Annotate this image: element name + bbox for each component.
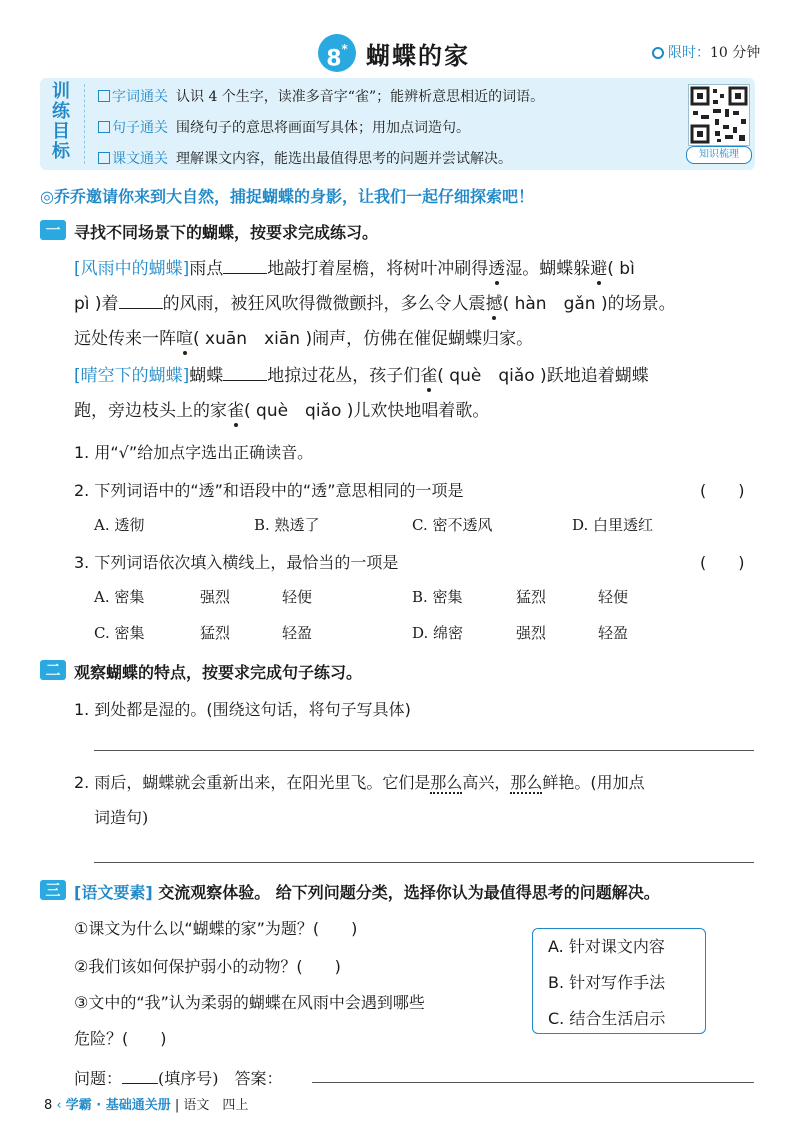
goal-text: 认识 4 个生字，读准多音字“雀”；能辨析意思相近的词语。 (176, 89, 545, 105)
dotted-char: 喧 (176, 329, 193, 349)
question-1: 1. 到处都是湿的。(围绕这句话，将句子写具体) (74, 700, 411, 719)
option-a[interactable]: A. 密集 (94, 588, 145, 606)
option-a-word: 强烈 (200, 588, 231, 606)
option-c-word: 猛烈 (200, 624, 231, 642)
option-d-word: 强烈 (516, 624, 547, 642)
section-title (74, 880, 660, 903)
text: 地掠过花丛，孩子们 (267, 366, 421, 386)
question-3-continued: 危险？( ) (74, 1029, 167, 1048)
page-number: 8 (44, 1098, 53, 1113)
dotted-char: 雀 (227, 401, 244, 421)
passage-line (74, 357, 649, 395)
dotted-char: 透 (488, 259, 506, 279)
intro-text: ◎乔乔邀请你来到大自然，捕捉蝴蝶的身影，让我们一起仔细探索吧！ (40, 187, 534, 206)
time-limit-label: 限时： (668, 45, 710, 61)
option-d-word: 轻盈 (598, 624, 629, 642)
goal-row-words (98, 86, 544, 106)
option-b-word: 轻便 (598, 588, 629, 606)
question-3: 3. 下列词语依次填入横线上，最恰当的一项是 (74, 553, 399, 572)
answer-line[interactable] (312, 1082, 754, 1083)
text: 鲜艳。(用加点 (542, 773, 645, 792)
section-title-text: 交流观察体验。 给下列问题分类，选择你认为最值得思考的问题解决。 (158, 883, 660, 902)
pinyin-choice[interactable]: ( xuān xiān )闹声，仿佛在催促蝴蝶归家。 (193, 329, 534, 349)
question-2 (74, 770, 645, 793)
section-number: 三 (40, 880, 66, 900)
question-1: 1. 用“√”给加点字选出正确读音。 (74, 443, 314, 462)
option-b[interactable]: B. 熟透了 (254, 516, 320, 534)
section-number: 一 (40, 220, 66, 240)
passage-tag: [风雨中的蝴蝶] (74, 259, 190, 279)
text: 的风雨，被狂风吹得微微颤抖，多么令人震 (162, 294, 486, 314)
pinyin-choice[interactable]: ( què qiǎo )跃地追着蝴蝶 (437, 366, 649, 386)
dotted-word: 那么 (510, 773, 543, 792)
time-limit (652, 42, 760, 62)
option-b[interactable]: B. 密集 (412, 588, 463, 606)
option-a[interactable]: A. 针对课文内容 (548, 937, 665, 956)
text: 远处传来一阵 (74, 329, 176, 349)
goals-divider (84, 84, 85, 164)
question-number-blank[interactable] (122, 1067, 158, 1084)
dotted-char: 避 (590, 259, 608, 279)
option-c-word: 轻盈 (282, 624, 313, 642)
option-a[interactable]: A. 透彻 (94, 516, 145, 534)
text: 高兴， (462, 773, 511, 792)
dotted-char: 撼 (485, 294, 503, 314)
option-b-word: 猛烈 (516, 588, 547, 606)
option-c[interactable]: C. 密不透风 (412, 516, 493, 534)
passage-tag: [晴空下的蝴蝶] (74, 366, 190, 386)
answer-row (74, 1066, 283, 1089)
dotted-word: 那么 (430, 773, 463, 792)
section-tag: [语文要素] (74, 883, 153, 902)
passage-line (74, 285, 676, 323)
text: 2. 雨后，蝴蝶就会重新出来，在阳光里飞。它们是 (74, 773, 431, 792)
answer-line[interactable] (94, 862, 754, 863)
page-title: 蝴蝶的家 (366, 42, 470, 70)
option-c[interactable]: C. 密集 (94, 624, 145, 642)
option-d[interactable]: D. 绵密 (412, 624, 464, 642)
knowledge-summary-label: 知识梳理 (686, 146, 752, 164)
answer-parens[interactable]: ( ) (700, 481, 745, 500)
passage-line (74, 320, 533, 358)
text: 湿。蝴蝶躲 (505, 259, 591, 279)
answer-label: 答案： (234, 1069, 283, 1088)
option-c[interactable]: C. 结合生活启示 (548, 1009, 666, 1028)
checkbox-icon (98, 152, 110, 164)
question-2: 2. 下列词语中的“透”和语段中的“透”意思相同的一项是 (74, 481, 464, 500)
dotted-char: 雀 (420, 366, 438, 386)
checkbox-icon (98, 90, 110, 102)
training-goals-tag: 训 练 目 标 (52, 81, 70, 162)
question-1: ①课文为什么以“蝴蝶的家”为题？( ) (74, 919, 358, 938)
answer-line[interactable] (94, 750, 754, 751)
option-d[interactable]: D. 白里透红 (572, 516, 654, 534)
clock-icon (652, 47, 664, 59)
fill-blank[interactable] (119, 292, 163, 309)
subject-label: 语文 四上 (183, 1098, 249, 1113)
fill-blank[interactable] (223, 364, 267, 381)
option-a-word: 轻便 (282, 588, 313, 606)
pinyin-choice[interactable]: ( bì (607, 259, 635, 279)
text: 跑，旁边枝头上的家 (74, 401, 227, 421)
goal-label: 课文通关 (112, 151, 168, 167)
checkbox-icon (98, 121, 110, 133)
answer-parens[interactable]: ( ) (700, 553, 745, 572)
passage-line (74, 250, 635, 288)
question-2: ②我们该如何保护弱小的动物？( ) (74, 957, 341, 976)
goal-label: 字词通关 (112, 89, 168, 105)
goal-row-sentences (98, 117, 470, 137)
qr-code-icon[interactable] (688, 84, 750, 146)
lesson-number-badge: 8* (318, 34, 356, 72)
fill-blank[interactable] (223, 257, 267, 274)
answer-hint: (填序号) (158, 1069, 219, 1088)
section-title: 寻找不同场景下的蝴蝶，按要求完成练习。 (74, 223, 379, 242)
question-3: ③文中的“我”认为柔弱的蝴蝶在风雨中会遇到哪些 (74, 993, 425, 1012)
option-b[interactable]: B. 针对写作手法 (548, 973, 666, 992)
goal-text: 围绕句子的意思将画面写具体；用加点词造句。 (176, 120, 470, 136)
text: 雨点 (189, 259, 224, 279)
section-title: 观察蝴蝶的特点，按要求完成句子练习。 (74, 663, 363, 682)
question-label: 问题： (74, 1069, 123, 1088)
text: 地敲打着屋檐，将树叶冲刷得 (267, 259, 489, 279)
text: 蝴蝶 (189, 366, 224, 386)
passage-line (74, 392, 489, 430)
time-limit-value: 10 分钟 (710, 45, 761, 61)
book-title: 学霸 · 基础通关册 (65, 1098, 171, 1113)
goal-text: 理解课文内容，能选出最值得思考的问题并尝试解决。 (176, 151, 512, 167)
pinyin-choice[interactable]: ( què qiǎo )儿欢快地唱着歌。 (244, 401, 490, 421)
pinyin-choice[interactable]: pì )着 (74, 294, 119, 314)
page-footer: 8 ‹ 学霸 · 基础通关册 | 语文 四上 (44, 1098, 249, 1113)
goal-row-text (98, 148, 512, 168)
goal-label: 句子通关 (112, 120, 168, 136)
pinyin-choice[interactable]: ( hàn gǎn )的场景。 (502, 294, 676, 314)
section-number: 二 (40, 660, 66, 680)
question-2-continued: 词造句) (94, 808, 149, 827)
